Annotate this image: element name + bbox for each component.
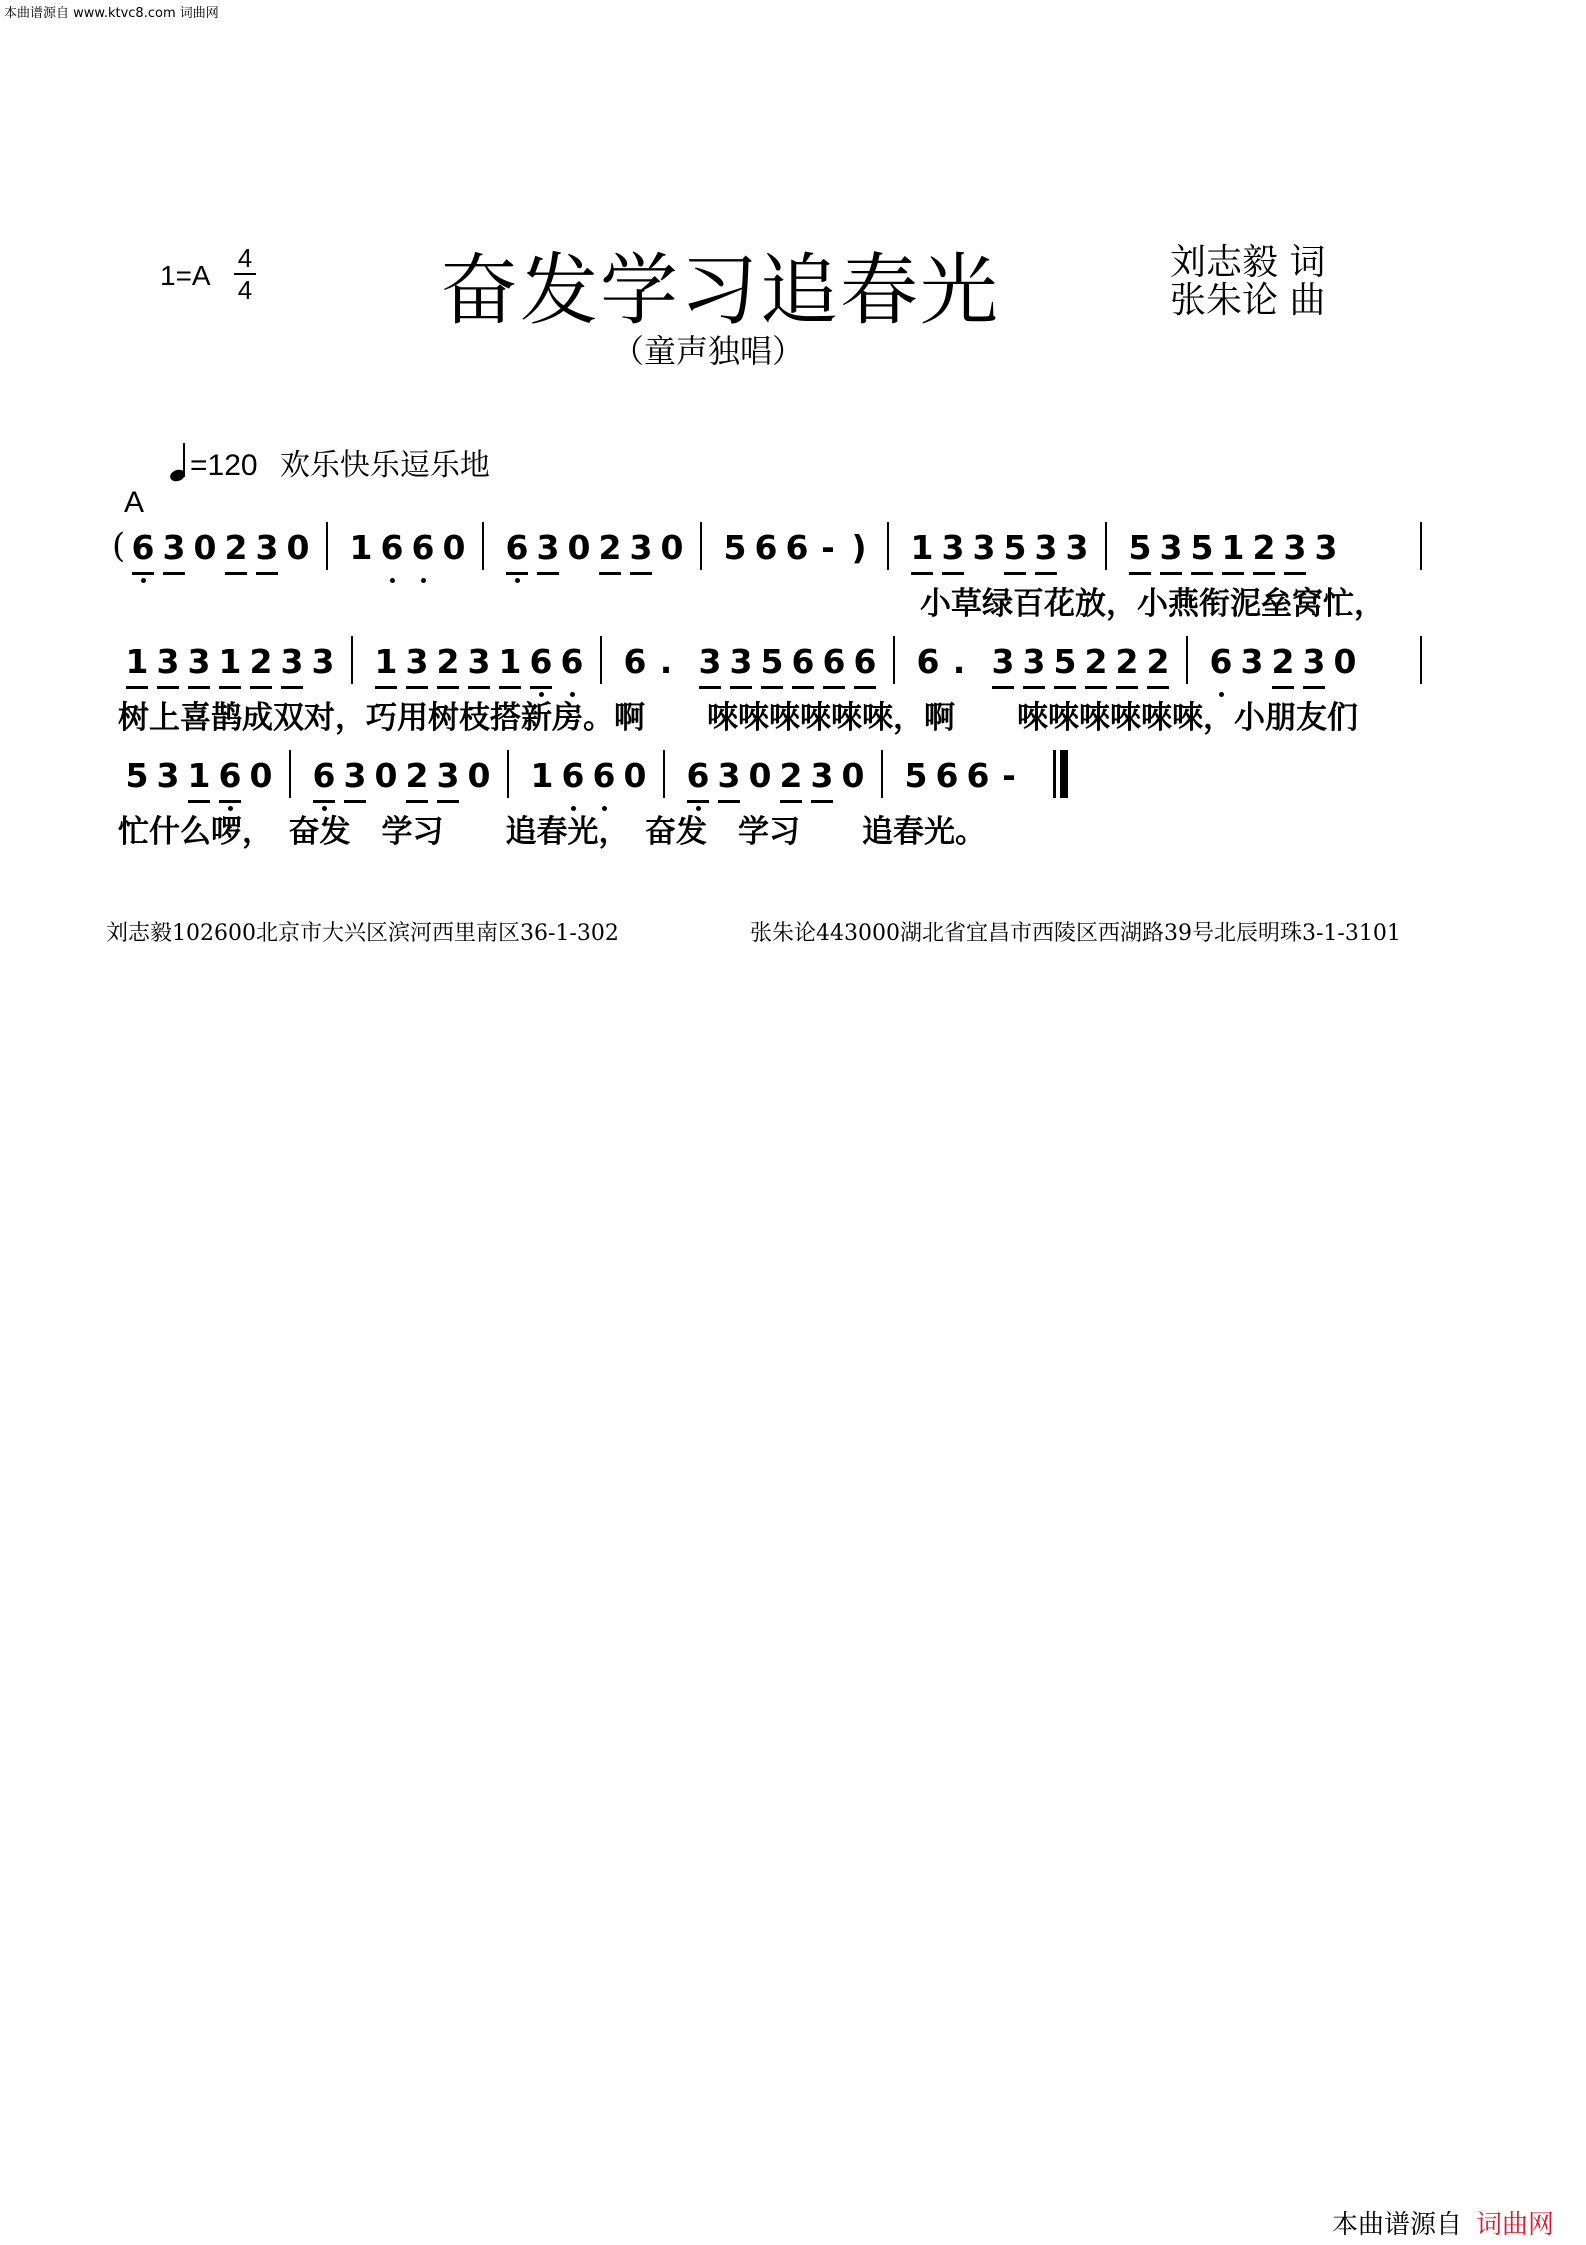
underline-beam (911, 572, 933, 575)
score-note (254, 528, 280, 567)
score-note (1158, 528, 1184, 567)
barline (1420, 636, 1422, 684)
score-note (846, 528, 872, 567)
score-note (1208, 642, 1234, 681)
note-text: 6 (966, 756, 990, 795)
note-text: 5 (1053, 642, 1077, 681)
note-text: 1 (349, 528, 373, 567)
note-text: 6 (916, 642, 940, 681)
barline (600, 636, 602, 684)
note-text: 3 (343, 756, 367, 795)
underline-beam (761, 686, 783, 689)
final-barline (1053, 750, 1068, 798)
underline-beam (699, 686, 721, 689)
source-header: 本曲谱源自 www.ktvc8.com 词曲网 (4, 6, 219, 21)
note-text: . (952, 642, 966, 681)
score-note (217, 756, 243, 795)
note-text: 2 (1146, 642, 1170, 681)
underline-beam (823, 686, 845, 689)
underline-beam (468, 686, 490, 689)
underline-beam (406, 800, 428, 803)
note-text: 5 (760, 642, 784, 681)
score-note (529, 756, 555, 795)
barline (507, 750, 509, 798)
score-note (285, 528, 311, 567)
score-note (821, 642, 847, 681)
underline-beam (1129, 572, 1151, 575)
underline-beam (406, 686, 428, 689)
note-text: 6 (686, 756, 710, 795)
tempo-marking (168, 440, 490, 484)
score-note (504, 528, 530, 567)
score-note (809, 756, 835, 795)
note-text: 6 (754, 528, 778, 567)
note-text: 1 (374, 642, 398, 681)
note-text: ) (851, 528, 867, 567)
barline (289, 750, 291, 798)
barline (351, 636, 353, 684)
note-text: 0 (623, 756, 647, 795)
note-text: 0 (442, 528, 466, 567)
score-note (192, 528, 218, 567)
score-note (1270, 642, 1296, 681)
underline-beam (281, 686, 303, 689)
score-note (497, 642, 523, 681)
score-note (653, 642, 679, 681)
barline (893, 636, 895, 684)
underline-beam (1085, 686, 1107, 689)
note-text: 1 (530, 756, 554, 795)
note-text: 0 (748, 756, 772, 795)
note-text: 3 (717, 756, 741, 795)
note-text: 5 (125, 756, 149, 795)
underline-beam (630, 572, 652, 575)
score-note (1332, 642, 1358, 681)
score-note (1127, 528, 1153, 567)
score-note (628, 528, 654, 567)
note-text: 6 (380, 528, 404, 567)
note-text: 1 (218, 642, 242, 681)
note-text: 2 (249, 642, 273, 681)
score-note (124, 756, 150, 795)
note-text: 6 (505, 528, 529, 567)
underline-beam (1253, 572, 1275, 575)
note-text: 6 (529, 642, 553, 681)
score-note (716, 756, 742, 795)
note-text: 6 (785, 528, 809, 567)
underline-beam (188, 686, 210, 689)
underline-beam (126, 686, 148, 689)
time-signature-bottom: 4 (237, 275, 253, 305)
score-note (971, 528, 997, 567)
key-signature: 1=A (160, 260, 211, 291)
performance-note: （童声独唱） (612, 332, 805, 370)
note-text: 3 (187, 642, 211, 681)
score-note (124, 642, 150, 681)
score-note (915, 642, 941, 681)
score-note (379, 528, 405, 567)
note-text: 1 (498, 642, 522, 681)
note-text: 6 (822, 642, 846, 681)
note-text: 2 (598, 528, 622, 567)
note-text: 6 (935, 756, 959, 795)
note-text: 3 (255, 528, 279, 567)
note-text: 2 (224, 528, 248, 567)
barline (482, 522, 484, 570)
barline (881, 750, 883, 798)
note-text: 3 (467, 642, 491, 681)
score-note (852, 642, 878, 681)
underline-beam (437, 686, 459, 689)
underline-beam (219, 686, 241, 689)
note-text: 2 (1252, 528, 1276, 567)
note-text: 0 (841, 756, 865, 795)
note-text: 3 (972, 528, 996, 567)
note-text: 6 (560, 642, 584, 681)
score-note (435, 642, 461, 681)
note-text: 2 (1115, 642, 1139, 681)
underline-beam (1147, 686, 1169, 689)
note-text: 6 (561, 756, 585, 795)
score-note (404, 756, 430, 795)
note-text: 6 (131, 528, 155, 567)
score-note (759, 642, 785, 681)
underline-beam (132, 572, 154, 575)
note-text: 0 (193, 528, 217, 567)
underline-beam (1222, 572, 1244, 575)
song-title: 奋发学习追春光 (440, 246, 1001, 336)
note-text: 3 (436, 756, 460, 795)
note-text: 1 (1221, 528, 1245, 567)
underline-beam (437, 800, 459, 803)
underline-beam (730, 686, 752, 689)
time-signature (234, 244, 256, 304)
note-text: 3 (1302, 642, 1326, 681)
score-note (535, 528, 561, 567)
note-text: 0 (567, 528, 591, 567)
score-note (940, 528, 966, 567)
score-note (1033, 528, 1059, 567)
score-note (909, 528, 935, 567)
score-note (965, 756, 991, 795)
score-note (784, 528, 810, 567)
score-note (946, 642, 972, 681)
score-note (722, 528, 748, 567)
score-note (697, 642, 723, 681)
underline-beam (1191, 572, 1213, 575)
underline-beam (219, 800, 241, 803)
note-text: 6 (592, 756, 616, 795)
underline-beam (1023, 686, 1045, 689)
score-note (466, 642, 492, 681)
score-note (597, 528, 623, 567)
underline-beam (256, 572, 278, 575)
note-text: 3 (162, 528, 186, 567)
note-text: 2 (1271, 642, 1295, 681)
score-note (622, 642, 648, 681)
score-note (1145, 642, 1171, 681)
note-text: 0 (286, 528, 310, 567)
note-text: 6 (1209, 642, 1233, 681)
score-note (435, 756, 461, 795)
low-octave-dot (141, 578, 146, 583)
underline-beam (1284, 572, 1306, 575)
score-note (934, 756, 960, 795)
underline-beam (344, 800, 366, 803)
note-text: 1 (910, 528, 934, 567)
low-octave-dot (390, 578, 395, 583)
underline-beam (718, 800, 740, 803)
score-note (566, 528, 592, 567)
note-text: 3 (991, 642, 1015, 681)
note-text: 3 (729, 642, 753, 681)
underline-beam (811, 800, 833, 803)
underline-beam (854, 686, 876, 689)
underline-beam (687, 800, 709, 803)
lyricist-credit: 刘志毅 词 (1170, 242, 1326, 283)
note-text: 5 (1128, 528, 1152, 567)
score-note (404, 642, 430, 681)
note-text: 0 (374, 756, 398, 795)
score-note (790, 642, 816, 681)
score-note (559, 642, 585, 681)
underline-beam (1035, 572, 1057, 575)
note-text: 3 (1240, 642, 1264, 681)
score-note (410, 528, 436, 567)
score-note (1002, 528, 1028, 567)
composer-credit: 张朱论 曲 (1170, 280, 1326, 321)
underline-beam (157, 686, 179, 689)
underline-beam (225, 572, 247, 575)
score-note (778, 756, 804, 795)
score-note (248, 642, 274, 681)
underline-beam (313, 800, 335, 803)
footer-source-text: 本曲谱源自 (1331, 2210, 1462, 2240)
lyrics-line: 小草绿百花放，小燕衔泥垒窝忙， (920, 586, 1385, 622)
note-text: 3 (941, 528, 965, 567)
score-note (1189, 528, 1215, 567)
barline (663, 750, 665, 798)
open-paren: ( (112, 526, 126, 566)
underline-beam (792, 686, 814, 689)
underline-beam (375, 686, 397, 689)
note-text: - (821, 528, 835, 567)
note-text: 6 (218, 756, 242, 795)
score-note (130, 528, 156, 567)
score-note (161, 528, 187, 567)
low-octave-dot (421, 578, 426, 583)
note-text: 3 (1022, 642, 1046, 681)
underline-beam (250, 686, 272, 689)
underline-beam (1160, 572, 1182, 575)
composer-address: 张朱论443000湖北省宜昌市西陵区西湖路39号北辰明珠3-1-3101 (750, 921, 1401, 946)
score-note (990, 642, 1016, 681)
score-note (728, 642, 754, 681)
score-note (373, 642, 399, 681)
quarter-note-icon (168, 443, 190, 481)
score-note (591, 756, 617, 795)
note-text: 3 (1283, 528, 1307, 567)
underline-beam (1272, 686, 1294, 689)
underline-beam (992, 686, 1014, 689)
note-text: 3 (1034, 528, 1058, 567)
score-note (1239, 642, 1265, 681)
note-text: 3 (156, 642, 180, 681)
note-text: 3 (629, 528, 653, 567)
note-text: 3 (405, 642, 429, 681)
score-note (310, 642, 336, 681)
note-text: 2 (1084, 642, 1108, 681)
score-note (248, 756, 274, 795)
underline-beam (942, 572, 964, 575)
score-note (685, 756, 711, 795)
note-text: . (659, 642, 673, 681)
score-note (186, 642, 212, 681)
note-text: 2 (779, 756, 803, 795)
score-note (622, 756, 648, 795)
note-text: 0 (249, 756, 273, 795)
score-note (753, 528, 779, 567)
score-note (186, 756, 212, 795)
note-text: 1 (125, 642, 149, 681)
tempo-bpm: =120 (190, 449, 258, 482)
score-note (1052, 642, 1078, 681)
note-text: 5 (1190, 528, 1214, 567)
barline (1186, 636, 1188, 684)
score-note (659, 528, 685, 567)
underline-beam (599, 572, 621, 575)
underline-beam (499, 686, 521, 689)
note-text: 0 (467, 756, 491, 795)
score-note (1301, 642, 1327, 681)
score-note (1114, 642, 1140, 681)
score-note (840, 756, 866, 795)
note-text: 5 (723, 528, 747, 567)
underline-beam (1004, 572, 1026, 575)
footer-source (1332, 2204, 1554, 2241)
note-text: 6 (791, 642, 815, 681)
score-note (1282, 528, 1308, 567)
score-note (1064, 528, 1090, 567)
underline-beam (1054, 686, 1076, 689)
score-note (560, 756, 586, 795)
score-note (466, 756, 492, 795)
note-text: 3 (810, 756, 834, 795)
note-text: 2 (436, 642, 460, 681)
score-note (1021, 642, 1047, 681)
time-signature-top: 4 (237, 243, 253, 273)
note-text: 3 (1314, 528, 1338, 567)
score-note (1251, 528, 1277, 567)
barline (1105, 522, 1107, 570)
note-text: 0 (660, 528, 684, 567)
score-note (528, 642, 554, 681)
score-note (155, 642, 181, 681)
underline-beam (1116, 686, 1138, 689)
note-text: 6 (853, 642, 877, 681)
note-text: 6 (411, 528, 435, 567)
note-text: 3 (698, 642, 722, 681)
footer-brand: 词曲网 (1475, 2210, 1554, 2240)
score-note (1313, 528, 1339, 567)
score-note (1220, 528, 1246, 567)
note-text: 5 (1003, 528, 1027, 567)
score-note (223, 528, 249, 567)
note-text: 5 (904, 756, 928, 795)
barline (326, 522, 328, 570)
underline-beam (506, 572, 528, 575)
lyrics-line: 树上喜鹊成双对，巧用树枝搭新房。啊 唻唻唻唻唻唻，啊 唻唻唻唻唻唻，小朋友们 (118, 700, 1358, 736)
score-note (342, 756, 368, 795)
barline (1420, 522, 1422, 570)
underline-beam (780, 800, 802, 803)
score-note (996, 756, 1022, 795)
note-text: 6 (623, 642, 647, 681)
score-note (1083, 642, 1109, 681)
underline-beam (188, 800, 210, 803)
note-text: 3 (1159, 528, 1183, 567)
note-text: 2 (405, 756, 429, 795)
lyrics-line: 忙什么啰， 奋发 学习 追春光， 奋发 学习 追春光。 (118, 814, 986, 850)
score-note (373, 756, 399, 795)
score-note (311, 756, 337, 795)
score-note (441, 528, 467, 567)
score-note (815, 528, 841, 567)
score-note (903, 756, 929, 795)
underline-beam (537, 572, 559, 575)
section-mark: A (124, 486, 145, 519)
tempo-expression: 欢乐快乐逗乐地 (279, 448, 490, 483)
note-text: 6 (312, 756, 336, 795)
note-text: 3 (156, 756, 180, 795)
low-octave-dot (515, 578, 520, 583)
note-text: 3 (536, 528, 560, 567)
barline (700, 522, 702, 570)
note-text: 3 (311, 642, 335, 681)
note-text: - (1002, 756, 1016, 795)
score-note (279, 642, 305, 681)
score-note (155, 756, 181, 795)
note-text: 0 (1333, 642, 1357, 681)
score-note (217, 642, 243, 681)
lyricist-address: 刘志毅102600北京市大兴区滨河西里南区36-1-302 (106, 921, 619, 946)
score-note (747, 756, 773, 795)
barline (887, 522, 889, 570)
underline-beam (163, 572, 185, 575)
note-text: 1 (187, 756, 211, 795)
score-note (348, 528, 374, 567)
underline-beam (530, 686, 552, 689)
underline-beam (1303, 686, 1325, 689)
note-text: 3 (1065, 528, 1089, 567)
note-text: 3 (280, 642, 304, 681)
